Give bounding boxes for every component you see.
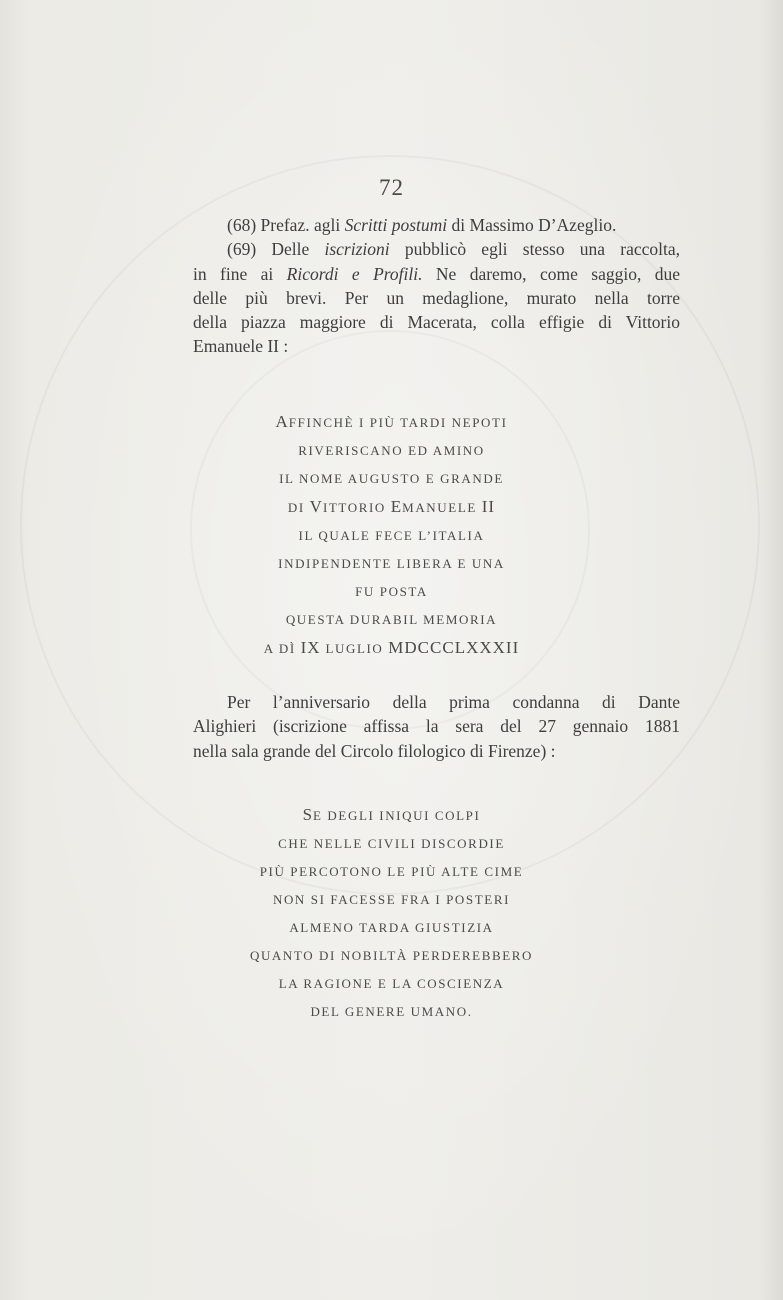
inscription-line: IL NOME AUGUSTO E GRANDE [279,471,504,486]
inscription-dante [0,801,783,1026]
roman-numeral: II [481,497,496,516]
inscription-line: IL QUALE FECE L’ITALIA [298,528,485,543]
roman-numeral: MDCCCLXXXII [388,638,520,657]
inscription-line: PIÙ PERCOTONO LE PIÙ ALTE CIME [259,864,524,879]
small-caps-initial: S [302,805,314,824]
paragraph-line: Alighieri (iscrizione affissa la sera del 27 gennaio 1881 [193,716,680,737]
footnote-69-line [193,262,680,286]
footnote-69-text: Ne daremo, come saggio, due [422,263,680,284]
inscription-line [0,493,783,522]
page-number: 72 [379,175,404,200]
inscription-text: FFINCHÈ I PIÙ TARDI NEPOTI [288,415,508,430]
footnote-69-line [193,237,680,261]
inscription-line: QUANTO DI NOBILTÀ PERDEREBBERO [249,948,534,963]
anniversary-paragraph [193,690,680,763]
footnote-69-text: Delle [256,239,325,260]
small-caps-initial: V [309,497,323,516]
inscription-text: DI [287,500,310,515]
paragraph-line: nella sala grande del Circolo filologico di Firenze) : [193,740,556,761]
paragraph-line: Per l’anniversario della prima condanna di Dante [227,692,680,712]
inscription-line: FU POSTA [355,584,428,599]
footnote-69-text: pubblicò egli stesso una raccolta, [389,239,680,260]
inscription-line [0,408,783,437]
footnote-69-italic: Ricordi e Profili. [286,263,423,284]
inscription-line: ALMENO TARDA GIUSTIZIA [289,920,494,935]
inscription-line: QUESTA DURABIL MEMORIA [285,612,498,627]
small-caps-initial: E [390,497,403,516]
inscription-text: LUGLIO [320,641,389,656]
inscription-line: LA RAGIONE E LA COSCIENZA [278,976,505,991]
footnote-69-text: in fine ai [193,263,287,284]
footnote-68 [193,213,680,237]
inscription-text: ITTORIO [322,500,391,515]
footnote-68-text: Prefaz. agli [256,215,345,235]
inscription-line: RIVERISCANO ED AMINO [298,443,485,458]
inscription-text: MANUELE [402,500,482,515]
footnote-69-number: (69) [227,239,257,260]
footnote-68-number: (68) [227,215,257,235]
footnote-69-line: della piazza maggiore di Macerata, colla effigie di Vittorio [193,312,680,333]
inscription-text: A DÌ [263,641,301,656]
inscription-line [0,634,783,663]
footnote-69-line: Emanuele II : [193,336,289,357]
footnote-69-italic: iscrizioni [324,239,390,260]
inscription-line: INDIPENDENTE LIBERA E UNA [278,556,505,571]
inscription-line: CHE NELLE CIVILI DISCORDIE [278,836,505,851]
footnotes [193,213,680,359]
inscription-text: E DEGLI INIQUI COLPI [313,808,481,823]
small-caps-initial: A [275,412,289,431]
footnote-69-line: delle più brevi. Per un medaglione, murato nella torre [193,287,680,308]
inscription-line: DEL GENERE UMANO. [310,1004,473,1019]
inscription-line: NON SI FACESSE FRA I POSTERI [272,892,511,907]
roman-numeral: IX [300,638,321,657]
inscription-macerata [0,408,783,663]
footnote-68-italic-title: Scritti postumi [344,215,448,235]
inscription-line [0,801,783,830]
footnote-68-text-after: di Massimo D’Azeglio. [447,215,617,235]
